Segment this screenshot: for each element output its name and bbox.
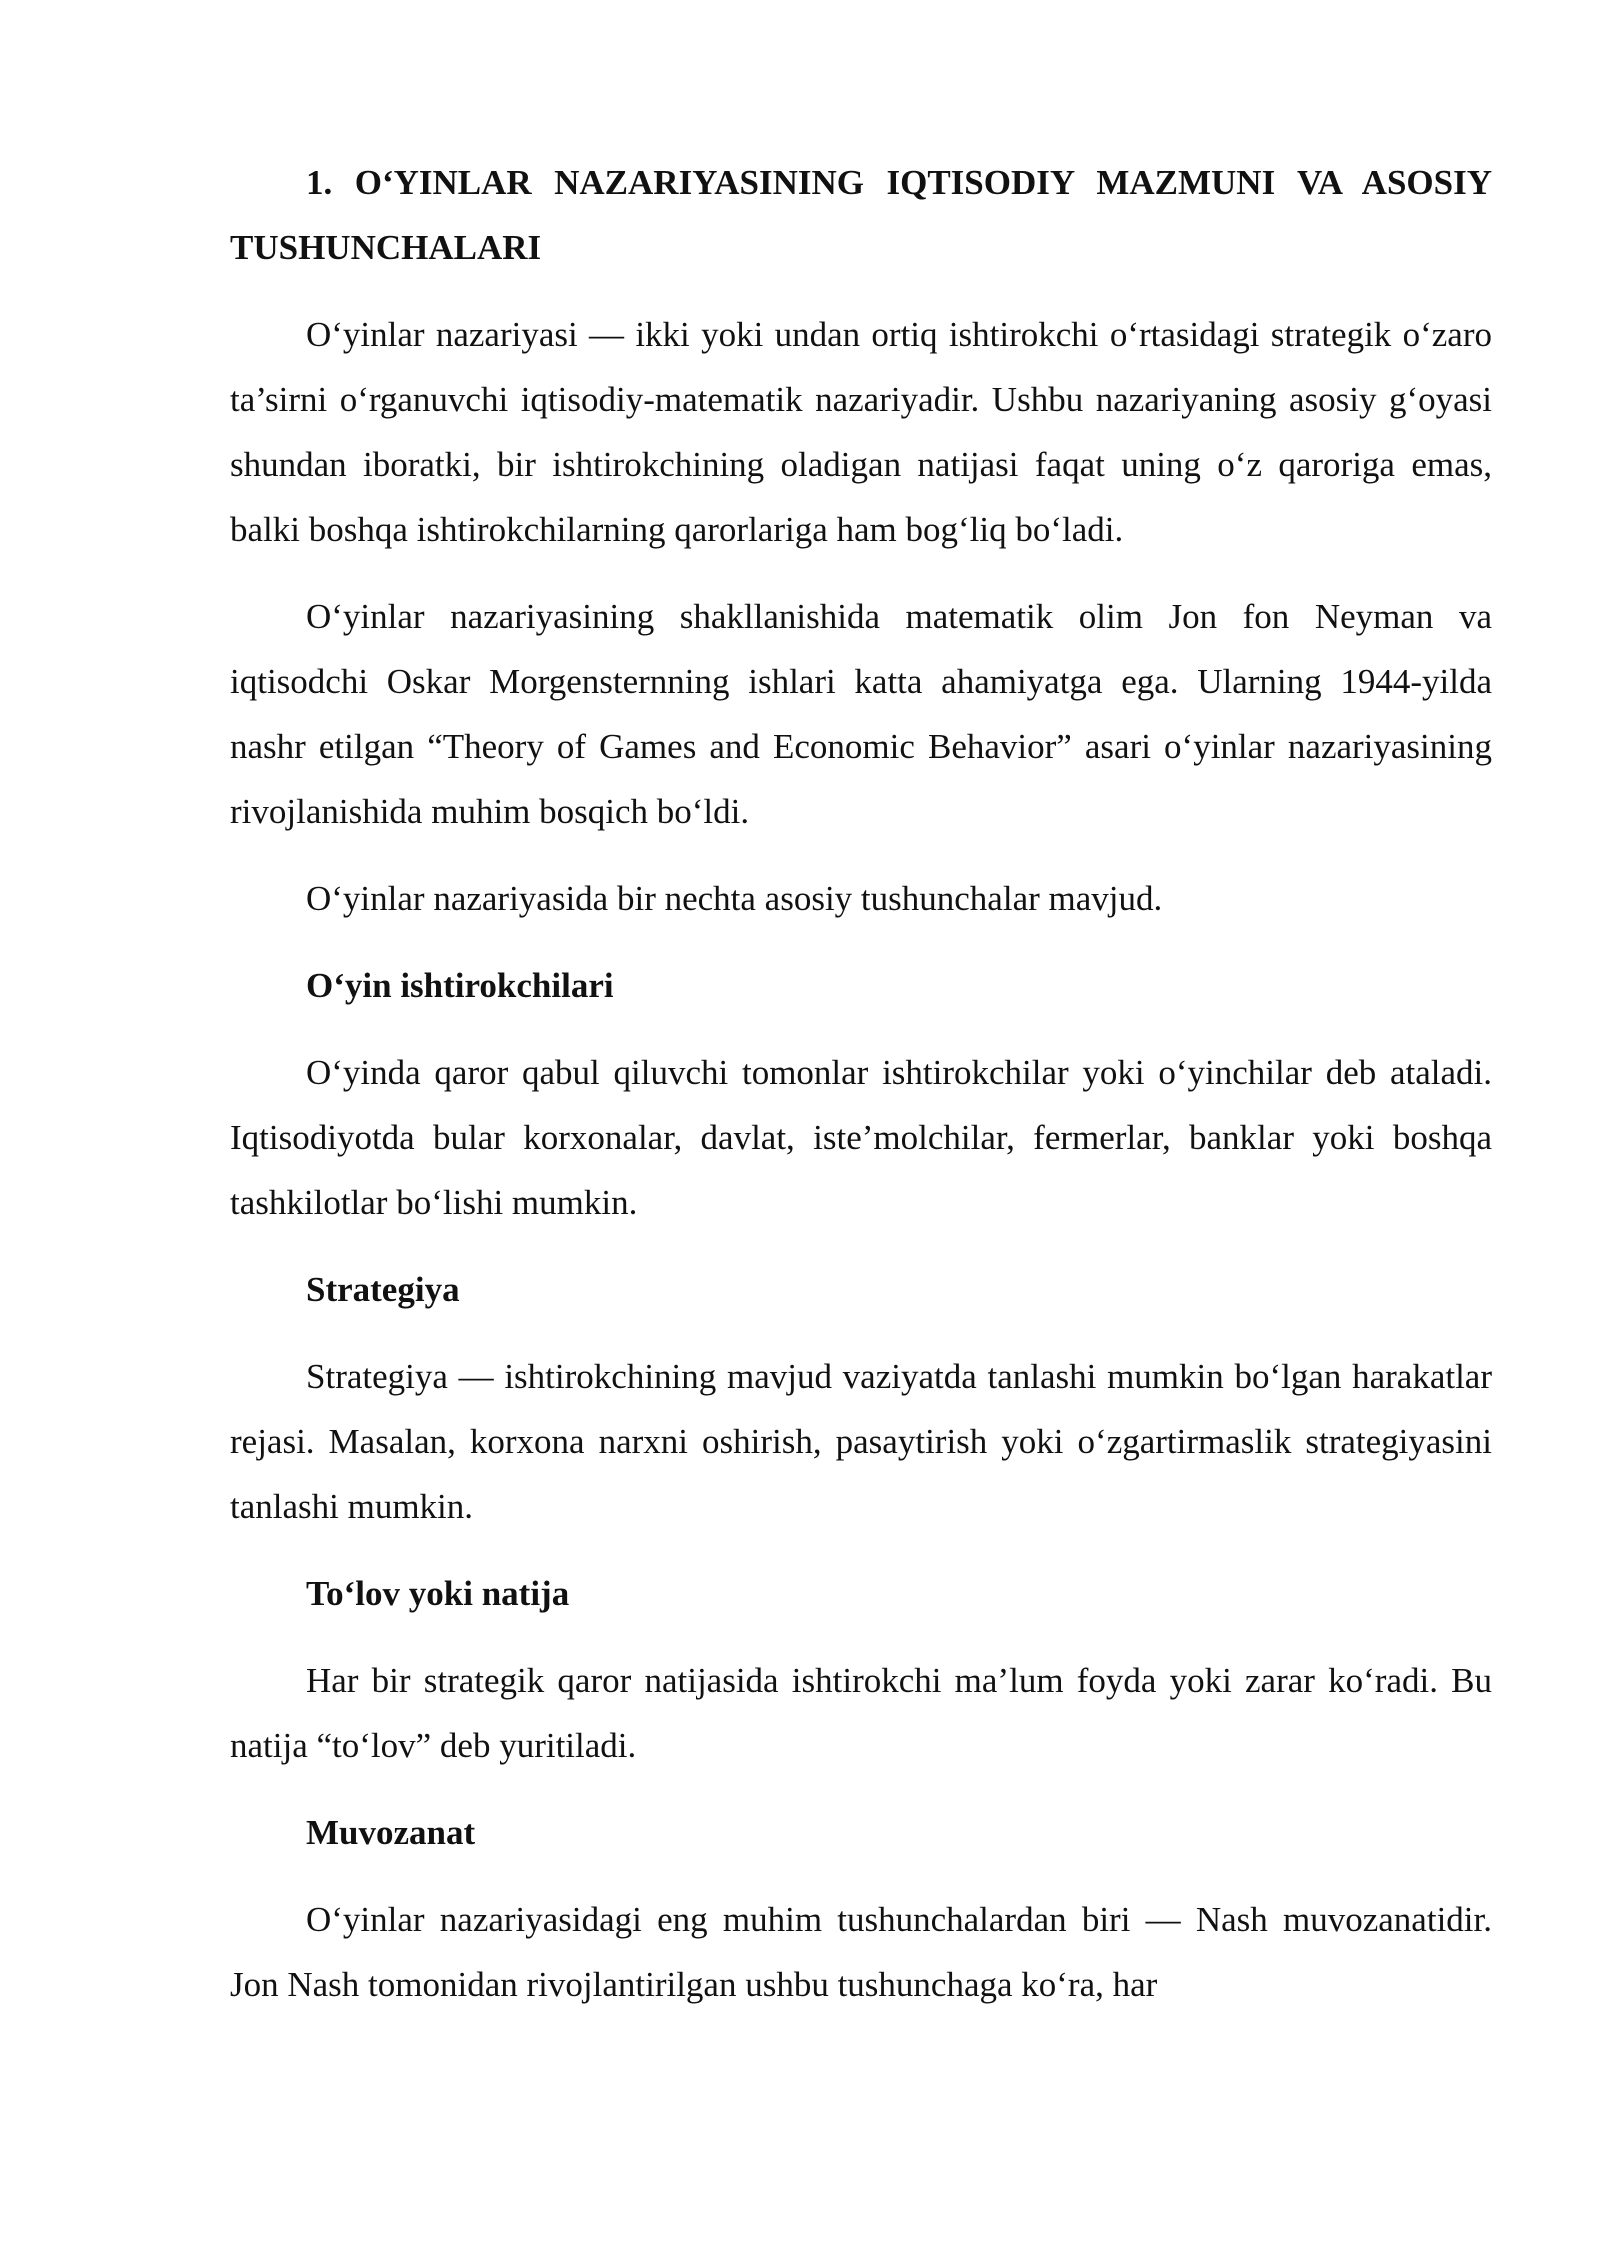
paragraph-intro-concepts: O‘yinlar nazariyasida bir nechta asosiy tushunchalar mavjud.	[306, 879, 1163, 918]
paragraph-intro-history: O‘yinlar nazariyasining shakllanishida matematik olim Jon fon Neyman va iqtisodchi Oskar Morgensternning ishlari katta ahamiyatga ega. Ularning 1944-yilda nashr etilgan “Theory of Games and Economic Behavior” asari o‘yinlar nazariyasining rivojlanishida muhim bosqich bo‘ldi.	[230, 597, 1492, 831]
section-text-players: O‘yinda qaror qabul qiluvchi tomonlar ishtirokchilar yoki o‘yinchilar deb ataladi. Iqtisodiyotda bular korxonalar, davlat, iste’molchilar, fermerlar, banklar yoki boshqa tashkilotlar bo‘lishi mumkin.	[230, 1053, 1492, 1222]
section-text-equilibrium: O‘yinlar nazariyasidagi eng muhim tushunchalardan biri — Nash muvozanatidir. Jon Nash tomonidan rivojlantirilgan ushbu tushunchaga ko‘ra, har	[230, 1900, 1492, 2004]
section-heading-strategy: Strategiya	[306, 1270, 460, 1309]
page-title: 1. O‘YINLAR NAZARIYASINING IQTISODIY MAZMUNI VA ASOSIY TUSHUNCHALARI	[230, 163, 1492, 267]
section-text-payoff: Har bir strategik qaror natijasida ishtirokchi ma’lum foyda yoki zarar ko‘radi. Bu natija “to‘lov” deb yuritiladi.	[230, 1661, 1492, 1765]
section-heading-players: O‘yin ishtirokchilari	[306, 966, 614, 1005]
section-text-strategy: Strategiya — ishtirokchining mavjud vaziyatda tanlashi mumkin bo‘lgan harakatlar rejasi. Masalan, korxona narxni oshirish, pasaytirish yoki o‘zgartirmaslik strategiyasini tanlashi mumkin.	[230, 1357, 1492, 1526]
section-heading-payoff: To‘lov yoki natija	[306, 1574, 570, 1613]
paragraph-intro-definition: O‘yinlar nazariyasi — ikki yoki undan ortiq ishtirokchi o‘rtasidagi strategik o‘zaro ta’sirni o‘rganuvchi iqtisodiy-matematik nazariyadir. Ushbu nazariyaning asosiy g‘oyasi shundan iboratki, bir ishtirokchining oladigan natijasi faqat uning o‘z qaroriga emas, balki boshqa ishtirokchilarning qarorlariga ham bog‘liq bo‘ladi.	[230, 315, 1492, 549]
section-heading-equilibrium: Muvozanat	[306, 1813, 476, 1852]
document-page	[230, 150, 1492, 2039]
